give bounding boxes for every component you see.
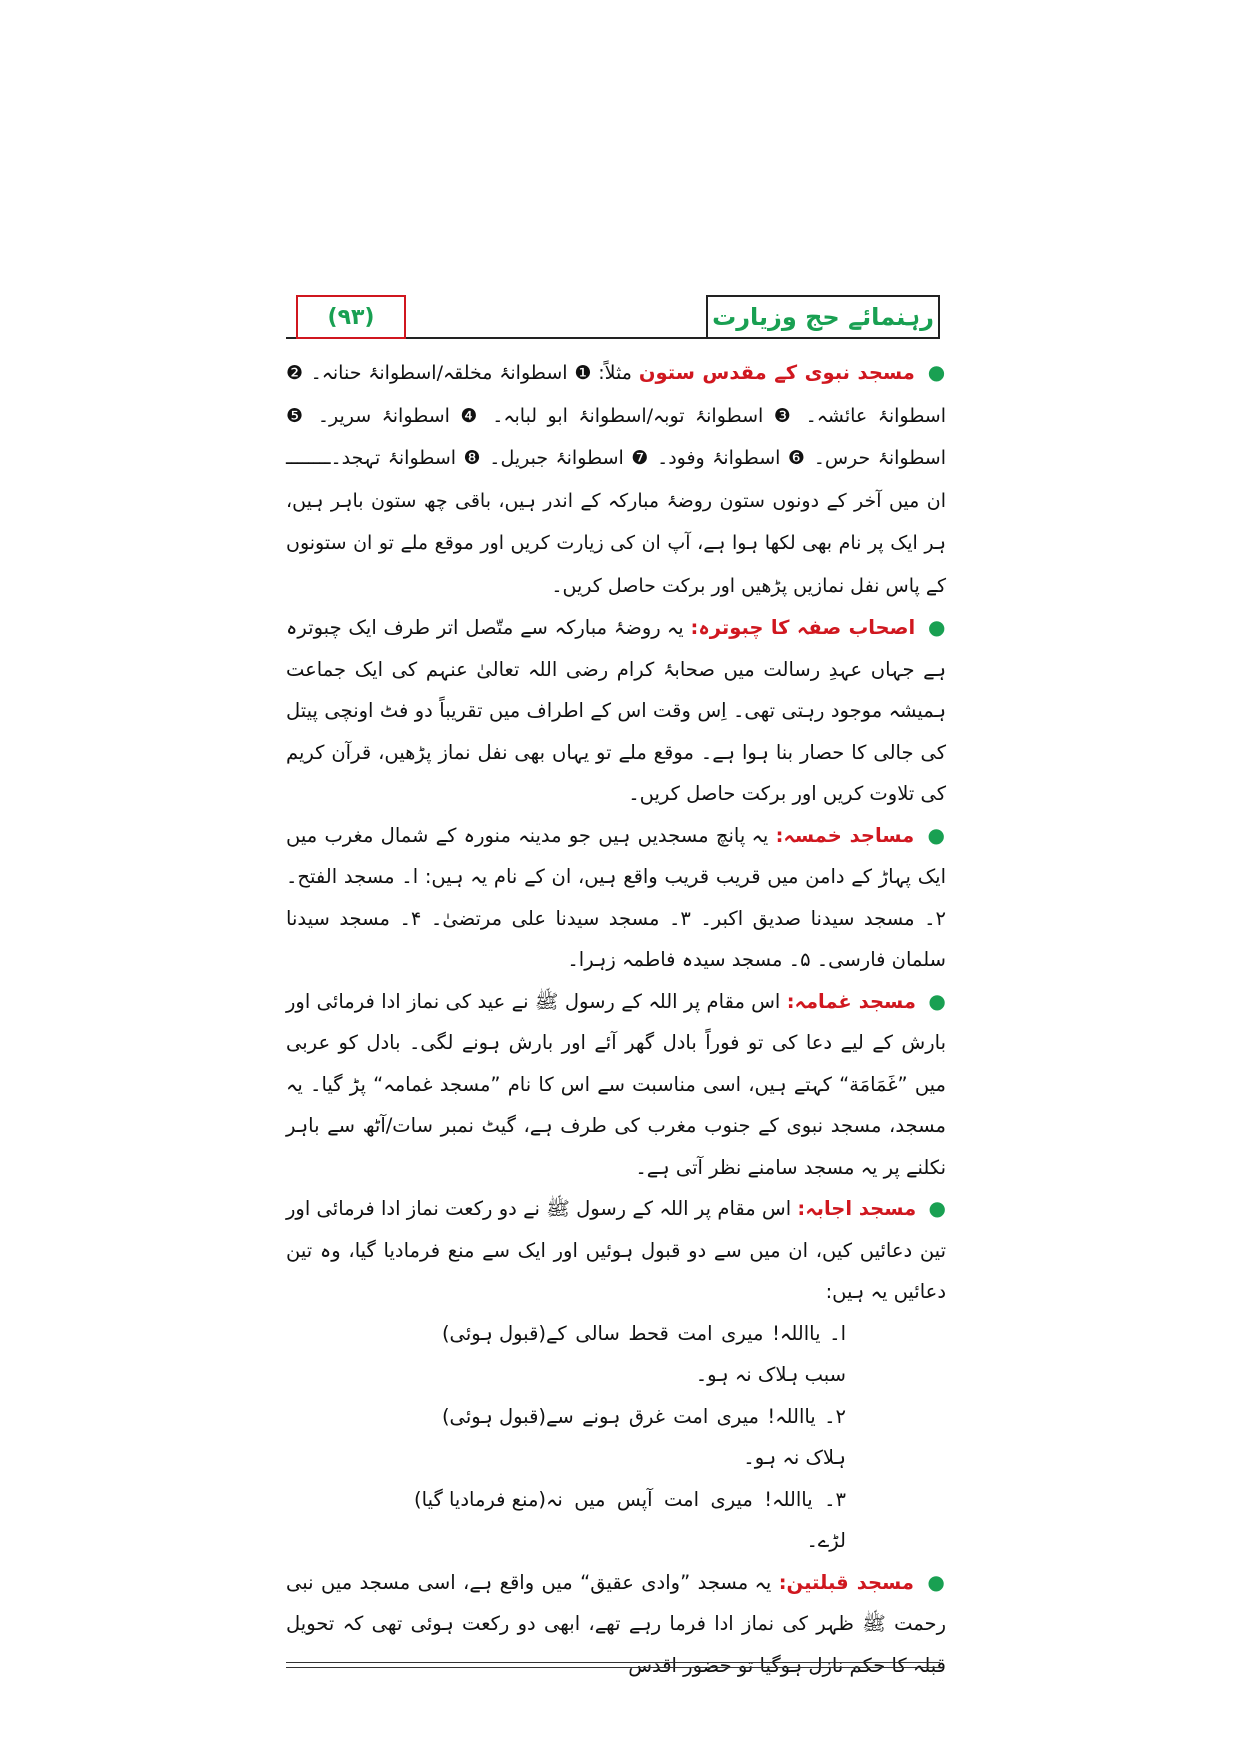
section-text: مثلاً: ❶ اسطوانۂ مخلقہ/اسطوانۂ حنانہ۔ ❷ اسطوانۂ عائشہ۔ ❸ اسطوانۂ توبہ/اسطوانۂ ابو لبابہ۔ ❹ اسطوانۂ سریر۔ ❺ اسطوانۂ حرس۔ ❻ اسطوانۂ وفود۔ ❼ اسطوانۂ جبریل۔ ❽ اسطوانۂ تہجد۔ــــــــ ان میں آخر کے دونوں ستون روضۂ مبارکہ کے اندر ہیں، باقی چھ ستون باہر ہیں، ہر ایک پر نام بھی لکھا ہوا ہے، آپ ان کی زیارت کریں اور موقع ملے تو ان ستونوں کے پاس نفل نمازیں پڑھیں اور برکت حاصل کریں۔ — [286, 362, 946, 597]
list-item — [286, 1479, 846, 1562]
section-heading: مسجد قبلتین: — [778, 1570, 914, 1594]
footer-rule — [286, 1662, 940, 1672]
section-text: اس مقام پر اللہ کے رسول ﷺ نے عید کی نماز ادا فرمائی اور بارش کے لیے دعا کی تو فوراً بادل گھر آئے اور بارش ہونے لگی۔ بادل کو عربی میں ”غَمَامَة“ کہتے ہیں، اسی مناسبت سے اس کا نام ”مسجد غمامہ“ پڑ گیا۔ یہ مسجد، مسجد نبوی کے جنوب مغرب کی طرف ہے، گیٹ نمبر سات/آٹھ سے باہر نکلنے پر یہ مسجد سامنے نظر آتی ہے۔ — [286, 989, 946, 1179]
section-khamsa — [286, 815, 946, 981]
section-suffa — [286, 607, 946, 815]
list-item — [286, 1396, 846, 1479]
dua-text: ۳۔ یااللہ! میری امت آپس میں نہ لڑے۔ — [546, 1487, 846, 1552]
book-title: رہنمائے حج وزیارت — [706, 295, 940, 339]
bullet-icon: ● — [927, 822, 947, 847]
section-ghamama — [286, 981, 946, 1189]
dua-status: (منع فرمادیا گیا) — [414, 1487, 546, 1511]
bullet-icon: ● — [928, 1196, 946, 1220]
section-heading: مسجد نبوی کے مقدس ستون — [638, 361, 915, 384]
list-item — [286, 1313, 846, 1396]
section-heading: مسجد اجابہ: — [797, 1197, 917, 1220]
bullet-icon: ● — [927, 360, 947, 384]
section-text: یہ روضۂ مبارکہ سے متّصل اتر طرف ایک چبوترہ ہے جہاں عہدِ رسالت میں صحابۂ کرام رضی اللہ تعالیٰ عنہم کی ایک جماعت ہمیشہ موجود رہتی تھی۔ اِس وقت اس کے اطراف میں تقریباً دو فٹ اونچی پیتل کی جالی کا حصار بنا ہوا ہے۔ موقع ملے تو یہاں بھی نفل نماز پڑھیں، قرآن کریم کی تلاوت کریں اور برکت حاصل کریں۔ — [286, 616, 946, 805]
divider — [286, 1667, 940, 1668]
page-header — [286, 295, 940, 343]
bullet-icon: ● — [928, 988, 947, 1013]
section-heading: مسجد غمامہ: — [786, 989, 916, 1013]
dua-text: ۲۔ یااللہ! میری امت غرق ہونے سے ہلاک نہ ہو۔ — [546, 1404, 846, 1469]
dua-text: ا۔ یااللہ! میری امت قحط سالی کے سبب ہلاک نہ ہو۔ — [546, 1321, 846, 1386]
dua-status: (قبول ہوئی) — [441, 1321, 546, 1345]
section-ijaba — [286, 1188, 946, 1313]
section-pillars — [286, 352, 946, 607]
bullet-icon: ● — [927, 615, 946, 639]
section-heading: اصحاب صفہ کا چبوترہ: — [690, 616, 916, 639]
section-heading: مساجد خمسہ: — [775, 823, 915, 847]
dua-list — [286, 1313, 946, 1562]
bullet-icon: ● — [927, 1569, 947, 1594]
dua-status: (قبول ہوئی) — [441, 1404, 546, 1428]
page-number: (۹۳) — [296, 295, 406, 339]
section-text: یہ پانچ مسجدیں ہیں جو مدینہ منورہ کے شمال مغرب میں ایک پہاڑ کے دامن میں قریب قریب واقع ہیں، ان کے نام یہ ہیں: ا۔ مسجد الفتح۔ ۲۔ مسجد سیدنا صدیق اکبر۔ ۳۔ مسجد سیدنا علی مرتضیٰ۔ ۴۔ مسجد سیدنا سلمان فارسی۔ ۵۔ مسجد سیدہ فاطمہ زہرا۔ — [286, 823, 946, 971]
section-text: اس مقام پر اللہ کے رسول ﷺ نے دو رکعت نماز ادا فرمائی اور تین دعائیں کیں، ان میں سے دو قبول ہوئیں اور ایک سے منع فرمادیا گیا، وہ تین دعائیں یہ ہیں: — [286, 1197, 946, 1303]
divider — [286, 1662, 940, 1663]
page-body — [286, 352, 946, 1686]
section-text: یہ مسجد ”وادی عقیق“ میں واقع ہے، اسی مسجد میں نبی رحمت ﷺ ظہر کی نماز ادا فرما رہے تھے، ابھی دو رکعت ہوئی تھی کہ تحویل قبلہ کا حکم نازل ہوگیا تو حضور اقدس — [286, 1570, 946, 1677]
